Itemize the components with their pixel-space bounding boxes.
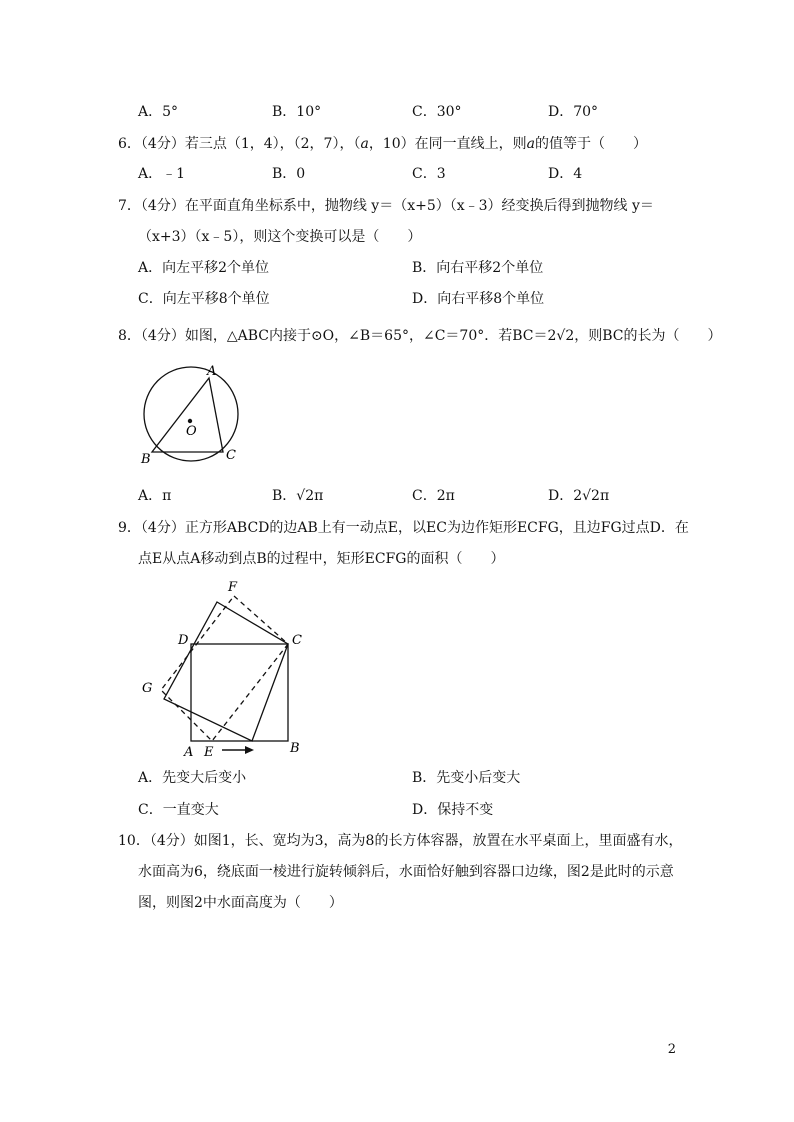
q5-option-b: B．10° — [272, 104, 322, 120]
q6-option-d: D．4 — [548, 166, 583, 182]
q7-option-c: C．向左平移8个单位 — [138, 291, 270, 307]
q8-option-c: C．2π — [412, 488, 455, 504]
q8-stem: 8．（4分）如图，△ABC内接于⊙O，∠B＝65°，∠C＝70°．若BC＝2√2，则BC的长为（ ） — [118, 328, 722, 344]
q8-option-a: A．π — [138, 488, 172, 504]
q5-option-a: A．5° — [138, 104, 179, 120]
q10-line2: 水面高为6，绕底面一棱进行旋转倾斜后，水面恰好触到容器口边缘，图2是此时的示意 — [138, 864, 674, 880]
q6-option-a: A．﹣1 — [138, 166, 186, 182]
q8-center-point — [188, 419, 192, 423]
q6-stem: 6．（4分）若三点（1，4），（2，7），（a，10）在同一直线上，则a的值等于（ ） — [118, 136, 647, 152]
q8-circle — [144, 367, 238, 461]
q9-label-c: C — [292, 633, 302, 648]
q7-option-b: B．向右平移2个单位 — [412, 260, 544, 276]
q9-option-d: D．保持不变 — [412, 802, 494, 818]
q9-option-a: A．先变大后变小 — [138, 770, 247, 786]
q6-option-c: C．3 — [412, 166, 446, 182]
q10-line1: 10．（4分）如图1，长、宽均为3，高为8的长方体容器，放置在水平桌面上，里面盛有水， — [118, 833, 683, 849]
q6-option-b: B．0 — [272, 166, 306, 182]
q9-label-a: A — [184, 745, 194, 760]
q9-option-b: B．先变小后变大 — [412, 770, 521, 786]
q8-circle-figure — [136, 362, 248, 466]
q9-label-g: G — [142, 681, 153, 696]
q8-label-a: A — [207, 364, 217, 379]
page-number: 2 — [667, 1042, 676, 1057]
q9-square-figure — [136, 574, 316, 760]
q9-label-f: F — [228, 580, 238, 595]
q7-option-d: D．向右平移8个单位 — [412, 291, 545, 307]
q9-line2: 点E从点A移动到点B的过程中，矩形ECFG的面积（ ） — [138, 551, 505, 567]
q9-option-c: C．一直变大 — [138, 802, 219, 818]
q9-label-d: D — [178, 633, 189, 648]
q7-line2: （x+3）（x﹣5），则这个变换可以是（ ） — [138, 229, 422, 245]
q7-option-a: A．向左平移2个单位 — [138, 260, 270, 276]
q7-line1: 7．（4分）在平面直角坐标系中，抛物线 y＝（x+5）（x﹣3）经变换后得到抛物线 y＝ — [118, 198, 654, 214]
q8-option-d: D．2√2π — [548, 488, 610, 504]
q8-triangle — [152, 378, 223, 452]
q8-label-o: O — [186, 424, 197, 439]
q9-square — [191, 644, 288, 741]
q5-option-c: C．30° — [412, 104, 462, 120]
q8-option-b: B．√2π — [272, 488, 324, 504]
q9-arrow-head — [245, 746, 254, 754]
q9-label-e: E — [204, 745, 214, 760]
q5-option-d: D．70° — [548, 104, 599, 120]
q9-rectangle-solid — [164, 602, 288, 741]
q9-label-b: B — [290, 741, 300, 756]
q8-label-c: C — [226, 448, 236, 463]
q8-label-b: B — [141, 452, 151, 466]
q9-line1: 9．（4分）正方形ABCD的边AB上有一动点E，以EC为边作矩形ECFG，且边FG过点D．在 — [118, 520, 689, 536]
q10-line3: 图，则图2中水面高度为（ ） — [138, 895, 343, 911]
